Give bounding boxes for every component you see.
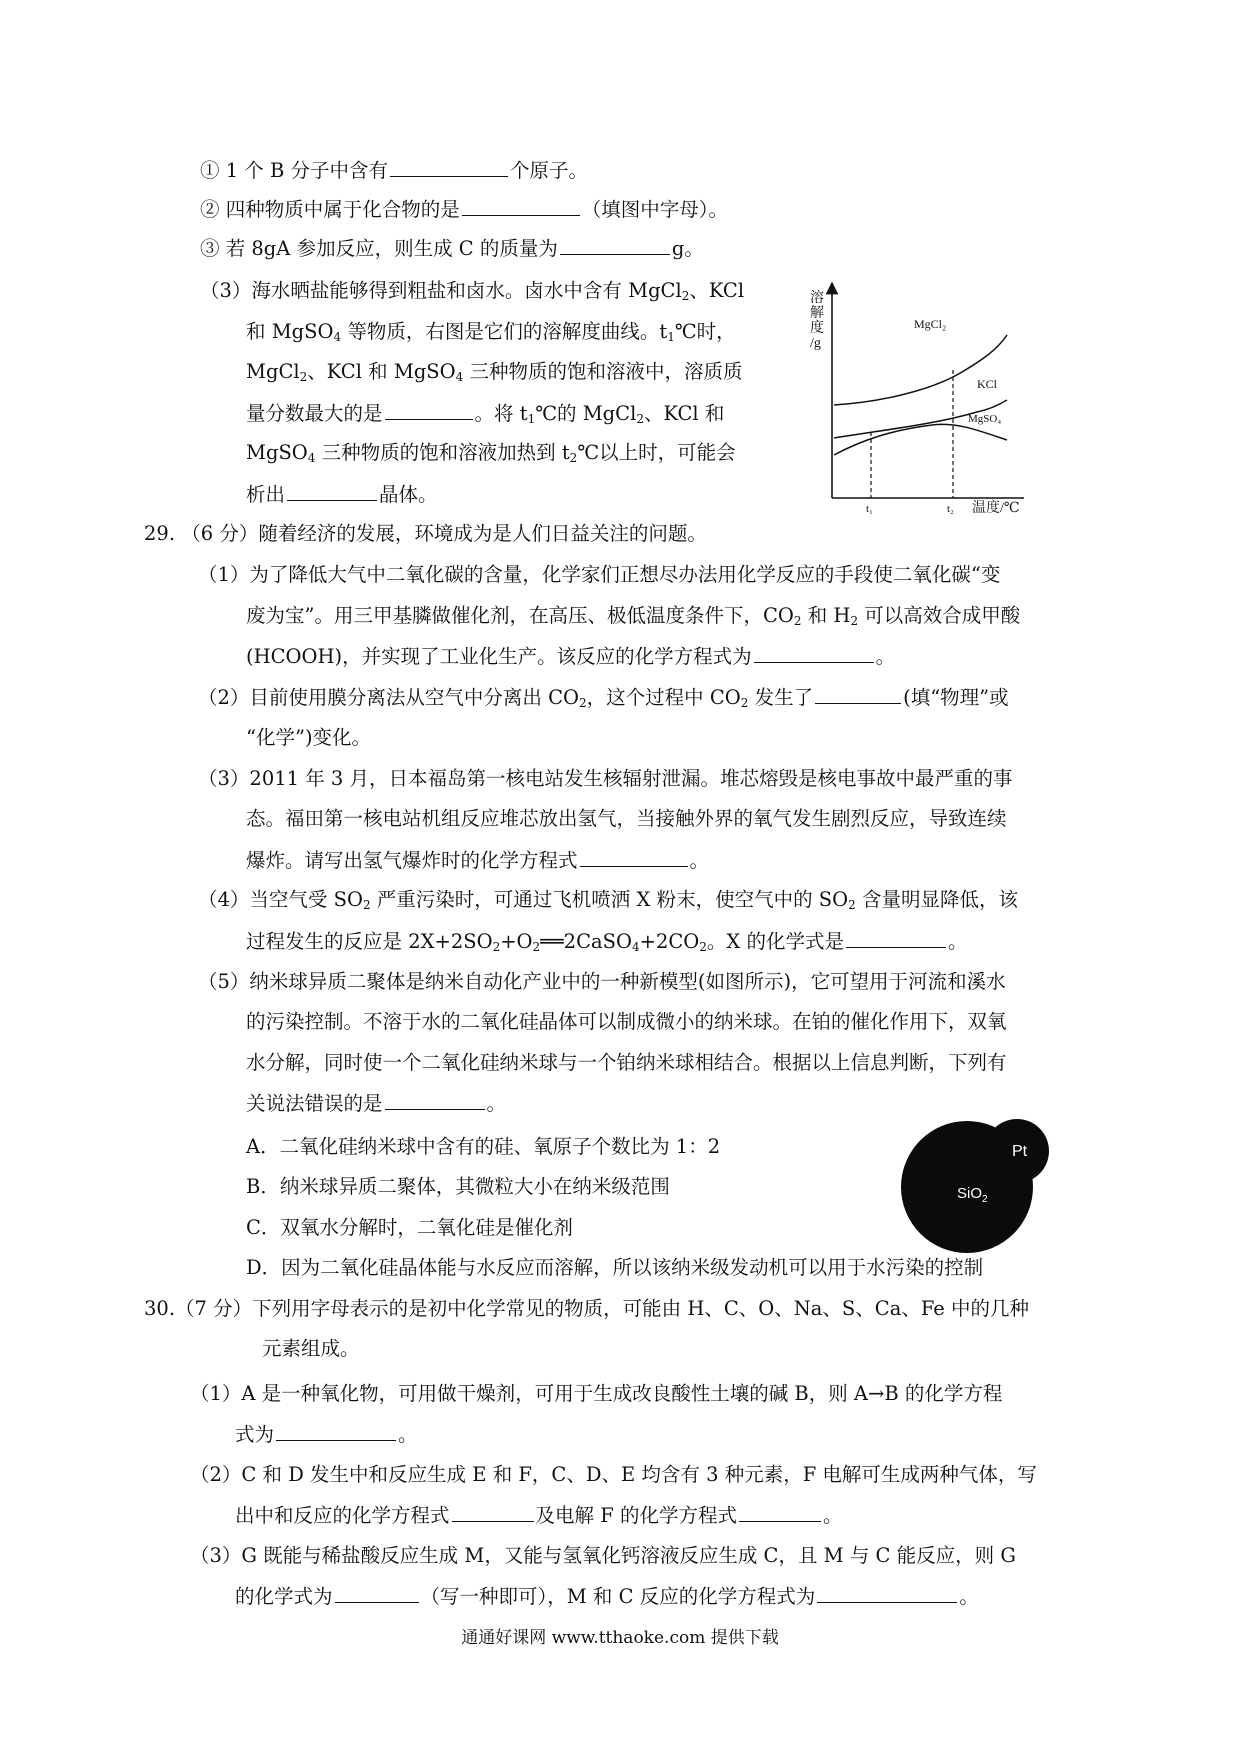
answer-blank[interactable] — [846, 929, 946, 948]
answer-blank[interactable] — [276, 1422, 396, 1441]
q29-option-d: D．因为二氧化硅晶体能与水反应而溶解，所以该纳米级发动机可以用于水污染的控制 — [246, 1256, 984, 1279]
series-line-mgcl2 — [834, 335, 1007, 405]
answer-blank[interactable] — [390, 158, 508, 177]
answer-blank[interactable] — [385, 401, 473, 420]
q30-p1-line2: 式为 。 — [235, 1423, 418, 1446]
q29-p5-line2: 的污染控制。不溶于水的二氧化硅晶体可以制成微小的纳米球。在铂的催化作用下，双氧 — [246, 1010, 1007, 1033]
answer-blank[interactable] — [462, 197, 580, 216]
q30-p1-line1: （1）A 是一种氧化物，可用做干燥剂，可用于生成改良酸性土壤的碱 B，则 A→B 的化学方程 — [190, 1382, 1003, 1405]
answer-blank[interactable] — [815, 685, 901, 704]
q29-p2-line2: “化学”)变化。 — [246, 726, 372, 749]
q28-p3-line6: 析出 晶体。 — [246, 483, 438, 506]
q30-p3-line2: 的化学式为 （写一种即可），M 和 C 反应的化学方程式为 。 — [235, 1585, 979, 1608]
answer-blank[interactable] — [560, 236, 670, 255]
y-axis-label: 溶解度/g — [810, 291, 824, 351]
q28-sub3: ③ 若 8gA 参加反应，则生成 C 的质量为 g。 — [200, 237, 704, 260]
q29-p1-line2: 废为宝”。用三甲基膦做催化剂，在高压、极低温度条件下，$CO_2$ 和 $H_2$ 可以高效合成甲酸 — [246, 604, 1021, 628]
q30-p2-line2: 出中和反应的化学方程式 及电解 F 的化学方程式 。 — [235, 1504, 843, 1527]
q29-p2-line1: （2）目前使用膜分离法从空气中分离出 $CO_2$，这个过程中 $CO_2$ 发生了 (填“物理”或 — [198, 686, 1009, 710]
answer-blank[interactable] — [739, 1503, 821, 1522]
answer-blank[interactable] — [335, 1584, 419, 1603]
q29-p3-line1: （3）2011 年 3 月，日本福岛第一核电站发生核辐射泄漏。堆芯熔毁是核电事故中最严重的事 — [198, 767, 1013, 790]
q28-sub1: ① 1 个 B 分子中含有 个原子。 — [200, 159, 589, 182]
answer-blank[interactable] — [580, 848, 688, 867]
legend-mgso4: MgSO₄ — [968, 413, 1002, 425]
sio2-label: SiO$_2$ — [957, 1185, 988, 1205]
x-tick-t2: t₂ — [947, 503, 954, 515]
legend-kcl: KCl — [977, 377, 998, 391]
q28-p3-line1: （3）海水晒盐能够得到粗盐和卤水。卤水中含有 MgCl$_2$、KCl — [200, 279, 745, 303]
q29-p4-line2: 过程发生的反应是 $2X+2SO_2+O_2══2CaSO_4+2CO_2$。X 的化学式是 。 — [246, 930, 968, 954]
q29-option-b: B．纳米球异质二聚体，其微粒大小在纳米级范围 — [246, 1175, 670, 1198]
x-tick-t1: t₁ — [866, 503, 873, 515]
q29-p3-line3: 爆炸。请写出氢气爆炸时的化学方程式 。 — [246, 849, 710, 872]
q29-p5-line4: 关说法错误的是 。 — [246, 1092, 507, 1115]
q29-p1-line3: (HCOOH)，并实现了工业化生产。该反应的化学方程式为 。 — [246, 645, 896, 668]
answer-blank[interactable] — [754, 644, 874, 663]
q30-p2-line1: （2）C 和 D 发生中和反应生成 E 和 F，C、D、E 均含有 3 种元素，F 电解可生成两种气体，写 — [190, 1463, 1037, 1486]
q28-p3-line3: MgCl$_2$、KCl 和 MgSO$_4$ 三种物质的饱和溶液中，溶质质 — [246, 360, 743, 384]
q30-p3-line1: （3）G 既能与稀盐酸反应生成 M，又能与氢氧化钙溶液反应生成 C，且 M 与 C 能反应，则 G — [190, 1544, 1016, 1567]
q29-option-c: C．双氧水分解时，二氧化硅是催化剂 — [246, 1216, 573, 1239]
legend-mgcl2: MgCl₂ — [914, 317, 947, 331]
q29-heading: 29. （6 分）随着经济的发展，环境成为是人们日益关注的问题。 — [144, 522, 707, 545]
series-line-mgso4 — [834, 424, 1007, 455]
x-axis-label: 温度/℃ — [972, 501, 1020, 515]
q28-p3-line5: MgSO$_4$ 三种物质的饱和溶液加热到 $t_2℃$以上时，可能会 — [246, 441, 736, 465]
page-footer: 通通好课网 www.tthaoke.com 提供下载 — [461, 1628, 779, 1648]
answer-blank[interactable] — [452, 1503, 534, 1522]
q29-option-a: A．二氧化硅纳米球中含有的硅、氧原子个数比为 1：2 — [246, 1135, 721, 1158]
nanosphere-dimer-figure — [895, 1105, 1075, 1255]
answer-blank[interactable] — [817, 1584, 957, 1603]
solubility-chart — [792, 280, 1052, 515]
q29-p5-line3: 水分解，同时使一个二氧化硅纳米球与一个铂纳米球相结合。根据以上信息判断，下列有 — [246, 1051, 1007, 1074]
q29-p3-line2: 态。福田第一核电站机组反应堆芯放出氢气，当接触外界的氧气发生剧烈反应，导致连续 — [246, 807, 1007, 830]
q29-p4-line1: （4）当空气受 $SO_2$ 严重污染时，可通过飞机喷洒 X 粉末，使空气中的 $SO_2$ 含量明显降低，该 — [198, 888, 1018, 912]
q28-p3-line4: 量分数最大的是 。将 $t_1℃$的 MgCl$_2$、KCl 和 — [246, 402, 725, 426]
q30-heading-line2: 元素组成。 — [262, 1337, 360, 1360]
answer-blank[interactable] — [385, 1091, 485, 1110]
q29-p1-line1: （1）为了降低大气中二氧化碳的含量，化学家们正想尽办法用化学反应的手段使二氧化碳“变 — [198, 563, 1001, 586]
q28-p3-line2: 和 MgSO$_4$ 等物质，右图是它们的溶解度曲线。$t_1℃$时， — [246, 320, 736, 344]
pt-label: Pt — [1012, 1143, 1028, 1160]
q28-sub2: ② 四种物质中属于化合物的是 （填图中字母）。 — [200, 198, 728, 221]
answer-blank[interactable] — [287, 482, 377, 501]
q30-heading-line1: 30.（7 分）下列用字母表示的是初中化学常见的物质，可能由 H、C、O、Na、S、Ca、Fe 中的几种 — [144, 1297, 1030, 1320]
q29-p5-line1: （5）纳米球异质二聚体是纳米自动化产业中的一种新模型(如图所示)，它可望用于河流和溪水 — [198, 970, 1006, 993]
